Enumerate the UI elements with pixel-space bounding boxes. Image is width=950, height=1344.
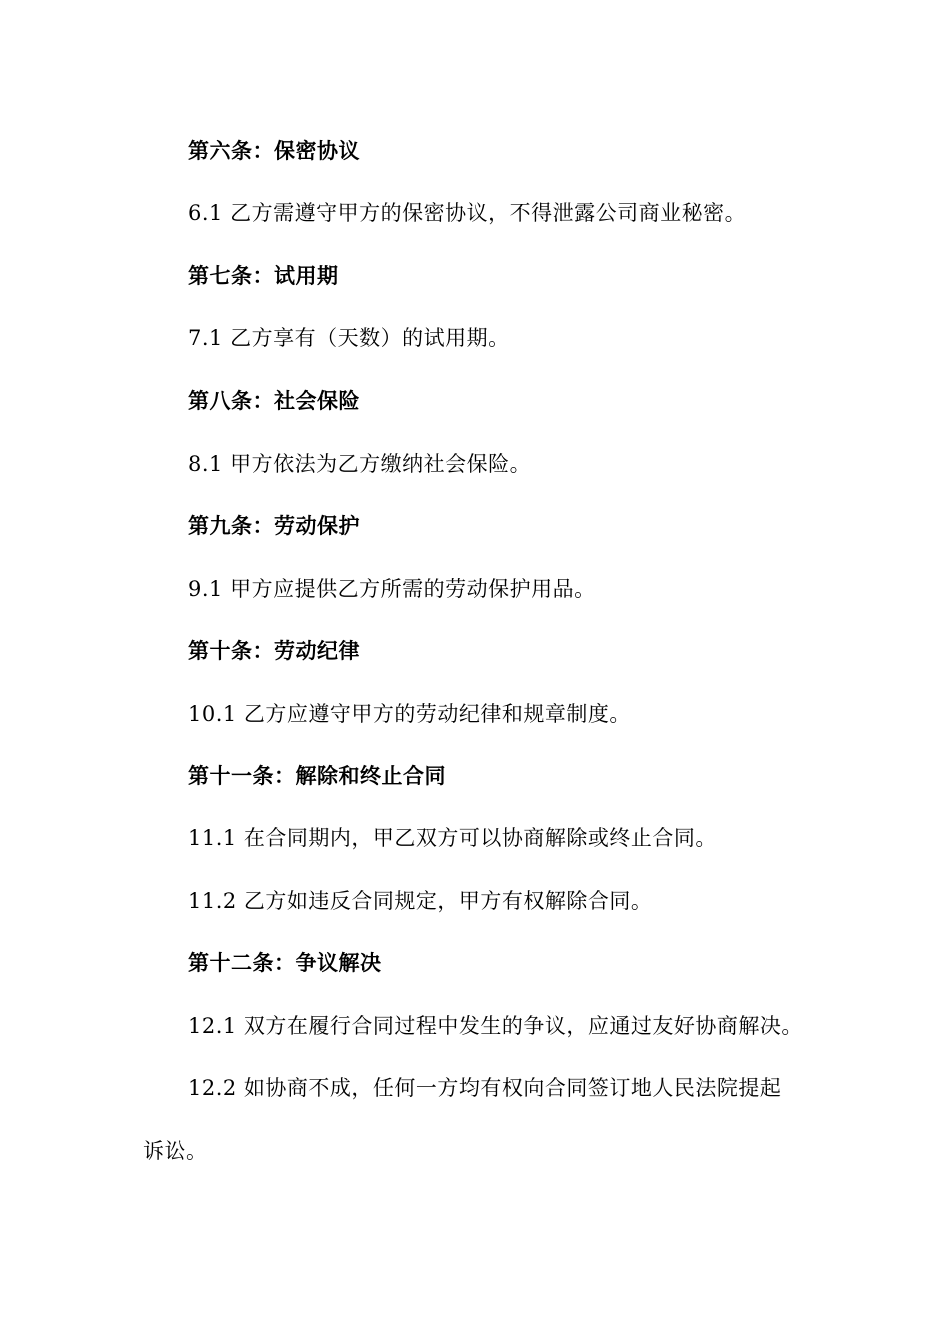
article-10-heading: 第十条：劳动纪律	[188, 639, 360, 663]
clause-7-1: 7.1 乙方享有（天数）的试用期。	[188, 326, 510, 350]
clause-12-2: 12.2 如协商不成，任何一方均有权向合同签订地人民法院提起	[188, 1076, 782, 1100]
article-12-heading: 第十二条：争议解决	[188, 951, 382, 975]
article-7-heading: 第七条：试用期	[188, 264, 339, 288]
article-6-heading: 第六条：保密协议	[188, 139, 360, 163]
article-8-heading: 第八条：社会保险	[188, 389, 360, 413]
clause-11-1: 11.1 在合同期内，甲乙双方可以协商解除或终止合同。	[188, 826, 717, 850]
clause-12-1: 12.1 双方在履行合同过程中发生的争议，应通过友好协商解决。	[188, 1014, 803, 1038]
clause-8-1: 8.1 甲方依法为乙方缴纳社会保险。	[188, 452, 532, 476]
clause-10-1: 10.1 乙方应遵守甲方的劳动纪律和规章制度。	[188, 702, 631, 726]
clause-9-1: 9.1 甲方应提供乙方所需的劳动保护用品。	[188, 577, 596, 601]
article-9-heading: 第九条：劳动保护	[188, 514, 360, 538]
clause-11-2: 11.2 乙方如违反合同规定，甲方有权解除合同。	[188, 889, 653, 913]
clause-12-2-continuation: 诉讼。	[143, 1139, 208, 1163]
clause-6-1: 6.1 乙方需遵守甲方的保密协议，不得泄露公司商业秘密。	[188, 201, 747, 225]
article-11-heading: 第十一条：解除和终止合同	[188, 764, 446, 788]
